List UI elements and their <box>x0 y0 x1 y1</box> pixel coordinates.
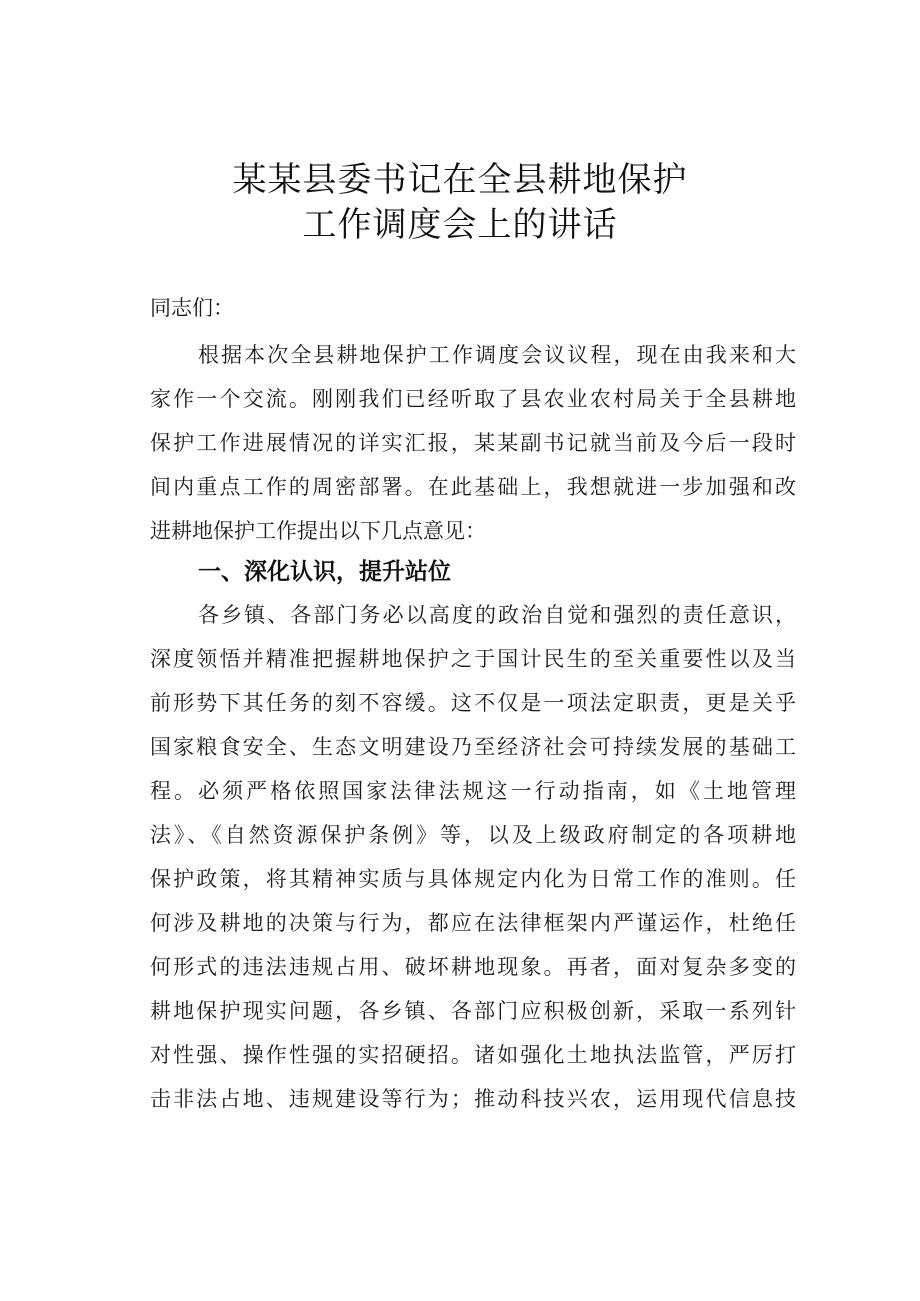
paragraph-2-line: 击非法占地、违规建设等行为；推动科技兴农，运用现代信息技 <box>150 1087 796 1111</box>
paragraph-1-line: 进耕地保护工作提出以下几点意见： <box>150 519 486 543</box>
document-title-line-2: 工作调度会上的讲话 <box>302 205 618 245</box>
paragraph-2-line: 耕地保护现实问题，各乡镇、各部门应积极创新，采取一系列针 <box>150 999 796 1023</box>
paragraph-2-line: 国家粮食安全、生态文明建设乃至经济社会可持续发展的基础工 <box>150 735 796 759</box>
paragraph-2-line: 深度领悟并精准把握耕地保护之于国计民生的至关重要性以及当 <box>150 647 796 671</box>
paragraph-2-line: 何形式的违法违规占用、破坏耕地现象。再者，面对复杂多变的 <box>150 955 796 979</box>
paragraph-2-line: 各乡镇、各部门务必以高度的政治自觉和强烈的责任意识， <box>198 603 796 627</box>
document-title-line-1: 某某县委书记在全县耕地保护 <box>232 160 688 200</box>
paragraph-2-line: 前形势下其任务的刻不容缓。这不仅是一项法定职责，更是关乎 <box>150 691 796 715</box>
paragraph-2-line: 法》、《自然资源保护条例》等，以及上级政府制定的各项耕地 <box>150 823 796 847</box>
paragraph-1-line: 根据本次全县耕地保护工作调度会议议程，现在由我来和大 <box>198 343 796 367</box>
paragraph-1-line: 间内重点工作的周密部署。在此基础上，我想就进一步加强和改 <box>150 475 796 499</box>
paragraph-2-line: 程。必须严格依照国家法律法规这一行动指南，如《土地管理 <box>150 779 796 803</box>
paragraph-1-line: 家作一个交流。刚刚我们已经听取了县农业农村局关于全县耕地 <box>150 387 796 411</box>
paragraph-1-line: 保护工作进展情况的详实汇报，某某副书记就当前及今后一段时 <box>150 431 796 455</box>
paragraph-2-line: 保护政策，将其精神实质与具体规定内化为日常工作的准则。任 <box>150 867 796 891</box>
paragraph-2-line: 对性强、操作性强的实招硬招。诸如强化土地执法监管，严厉打 <box>150 1043 796 1067</box>
salutation: 同志们： <box>150 296 234 320</box>
paragraph-2-line: 何涉及耕地的决策与行为，都应在法律框架内严谨运作，杜绝任 <box>150 911 796 935</box>
section-1-heading: 一、深化认识，提升站位 <box>198 559 451 585</box>
